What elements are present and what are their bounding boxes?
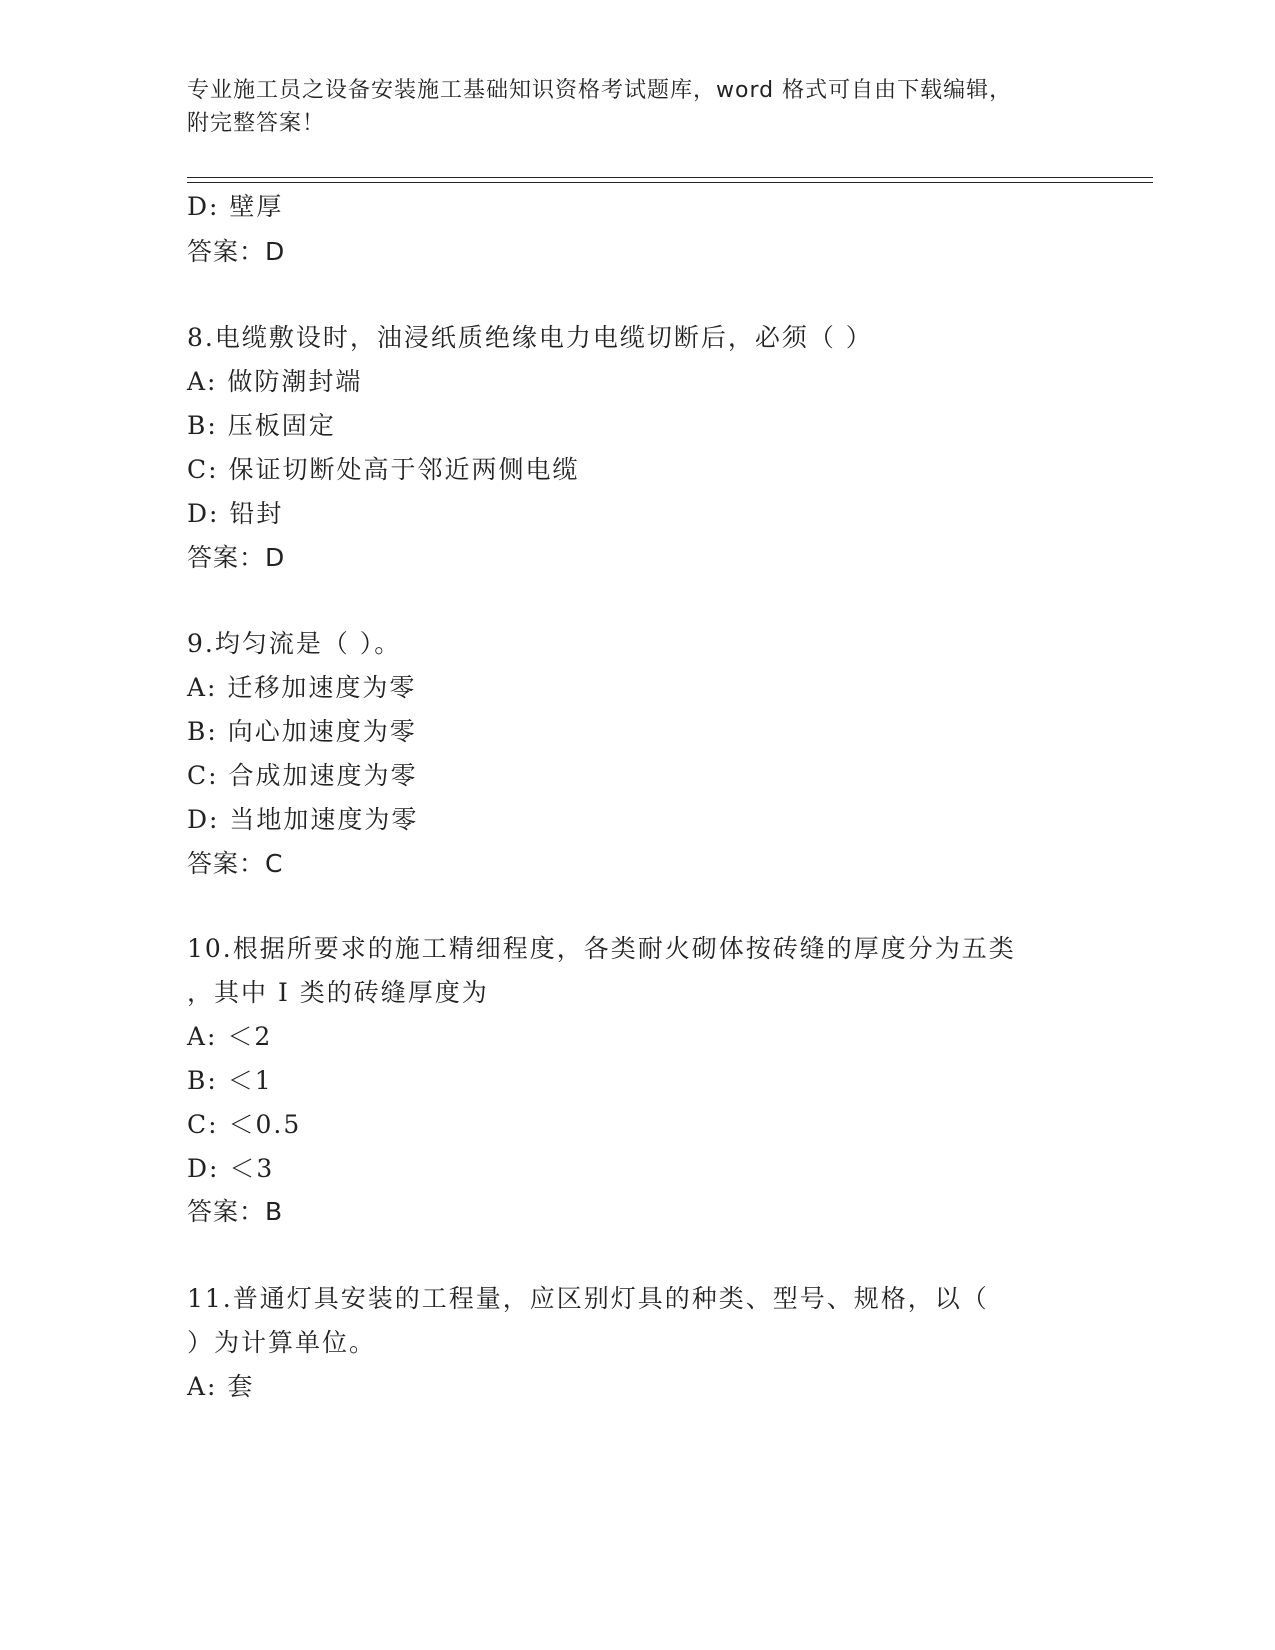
q8-option-b: B: 压板固定 — [187, 411, 336, 440]
header-divider-bottom — [187, 182, 1153, 183]
q8-option-a: A: 做防潮封端 — [187, 367, 363, 396]
header-divider-top — [187, 177, 1153, 178]
q11-stem-line-1: 11.普通灯具安装的工程量，应区别灯具的种类、型号、规格，以（ — [187, 1284, 989, 1313]
q7-option-d: D: 壁厚 — [187, 192, 284, 221]
q9-option-a: A: 迁移加速度为零 — [187, 673, 417, 702]
q11-option-a: A: 套 — [187, 1372, 255, 1401]
q9-stem: 9.均匀流是（ ）。 — [187, 629, 402, 658]
q8-option-d: D: 铅封 — [187, 499, 284, 528]
q10-stem-line-1: 10.根据所要求的施工精细程度，各类耐火砌体按砖缝的厚度分为五类 — [187, 934, 1016, 963]
q9-option-b: B: 向心加速度为零 — [187, 717, 417, 746]
document-header — [187, 74, 1067, 140]
q8-stem: 8.电缆敷设时，油浸纸质绝缘电力电缆切断后，必须（ ） — [187, 323, 873, 352]
q9-option-d: D: 当地加速度为零 — [187, 805, 419, 834]
q8-answer: 答案：D — [187, 543, 286, 572]
q11-stem-line-2: ）为计算单位。 — [187, 1328, 377, 1357]
q8-option-c: C: 保证切断处高于邻近两侧电缆 — [187, 455, 580, 484]
q10-option-d: D: ＜3 — [187, 1154, 275, 1183]
q10-option-c: C: ＜0.5 — [187, 1110, 302, 1139]
q9-option-c: C: 合成加速度为零 — [187, 761, 418, 790]
q10-answer: 答案：B — [187, 1197, 284, 1226]
q10-option-b: B: ＜1 — [187, 1066, 273, 1095]
header-title-line-2: 附完整答案！ — [187, 111, 326, 136]
header-title-line-1: 专业施工员之设备安装施工基础知识资格考试题库，word 格式可自由下载编辑， — [187, 78, 1013, 103]
q10-option-a: A: ＜2 — [187, 1022, 273, 1051]
q10-stem-line-2: ，其中 I 类的砖缝厚度为 — [187, 978, 489, 1007]
q7-answer: 答案：D — [187, 237, 286, 266]
q9-answer: 答案：C — [187, 849, 284, 878]
